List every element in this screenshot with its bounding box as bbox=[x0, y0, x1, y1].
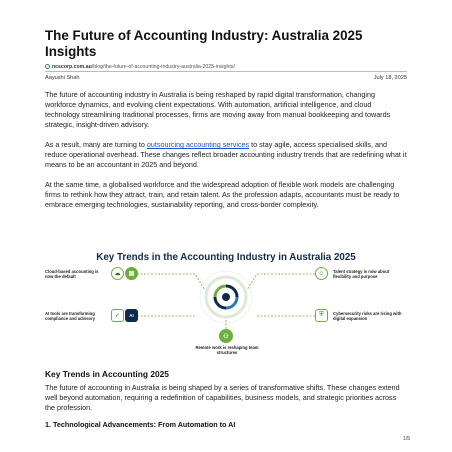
subsection-heading: 1. Technological Advancements: From Automation to AI bbox=[45, 420, 236, 429]
author: Aayushi Shah bbox=[45, 75, 80, 81]
trend-cloud: Cloud-based accounting is now the default bbox=[45, 269, 99, 279]
publish-date: July 18, 2025 bbox=[373, 75, 407, 81]
globe-icon bbox=[45, 64, 50, 69]
trend-talent: Talent strategy is now about flexibility and purpose bbox=[333, 269, 390, 279]
header-divider bbox=[45, 71, 407, 72]
document-check-icon: ✓ bbox=[111, 309, 124, 322]
trend-ai: AI tools are transforming compliance and advisory bbox=[45, 311, 96, 321]
talent-icon: ☺ bbox=[315, 267, 328, 280]
p2-text-after: to stay agile, access specialised skills, and reduce operational overhead. These changes reflect broader accounting industry trends that are redefining what it means to be an accountant in 2025 and beyond. bbox=[45, 140, 407, 169]
source-url[interactable] bbox=[45, 62, 405, 71]
intro-paragraph-2 bbox=[45, 140, 407, 170]
article-title: The Future of Accounting Industry: Australia 2025 Insights bbox=[45, 28, 363, 59]
page-number: 1/5 bbox=[403, 436, 410, 442]
trend-cyber: Cybersecurity risks are rising with digital expansion bbox=[333, 311, 402, 321]
intro-paragraph-1: The future of accounting industry in Australia is being reshaped by rapid digital transformation, changing workforce dynamics, and evolving client expectations. With automation, artificial intelligence, and cloud technology streamlining traditional processes, firms are moving away from manual bookkeeping and towards strategic, insight-driven advisory. bbox=[45, 90, 391, 129]
intro-paragraph-3: At the same time, a globalised workforce and the widespread adoption of flexible work models are challenging firms to rethink how they attract, train, and retain talent. As the profession adapts, accountants must be ready to embrace emerging technologies, sustainability reporting, and cross-border complexity. bbox=[45, 180, 400, 209]
section-paragraph: The future of accounting in Australia is being shaped by a series of transformative shifts. These changes extend well beyond automation, requiring a redefinition of capabilities, business models, and strategic priorities across the profession. bbox=[45, 383, 400, 412]
section-heading: Key Trends in Accounting 2025 bbox=[45, 369, 169, 379]
cloud-server-icon: ▤ bbox=[125, 267, 138, 280]
outsourcing-link[interactable]: outsourcing accounting services bbox=[146, 140, 250, 149]
p2-text-before: As a result, many are turning to bbox=[45, 140, 147, 149]
infographic-title: Key Trends in the Accounting Industry in Australia 2025 bbox=[96, 252, 356, 263]
url-path: /blog/the-future-of-accounting-industry-australia-2025-insights/ bbox=[91, 63, 235, 70]
article-meta bbox=[45, 75, 407, 81]
trends-infographic bbox=[45, 252, 407, 358]
url-domain: ncscorp.com.au bbox=[52, 63, 92, 70]
security-shield-icon: ⛨ bbox=[315, 309, 328, 322]
cloud-icon: ☁ bbox=[111, 267, 124, 280]
connector-talent bbox=[247, 274, 315, 290]
remote-team-icon: ⚇ bbox=[219, 329, 233, 343]
ai-chip-icon: AI bbox=[125, 309, 138, 322]
connector-cloud bbox=[137, 274, 205, 290]
trend-remote: Remote work is reshaping team structures bbox=[195, 345, 259, 355]
center-logo bbox=[206, 277, 246, 317]
